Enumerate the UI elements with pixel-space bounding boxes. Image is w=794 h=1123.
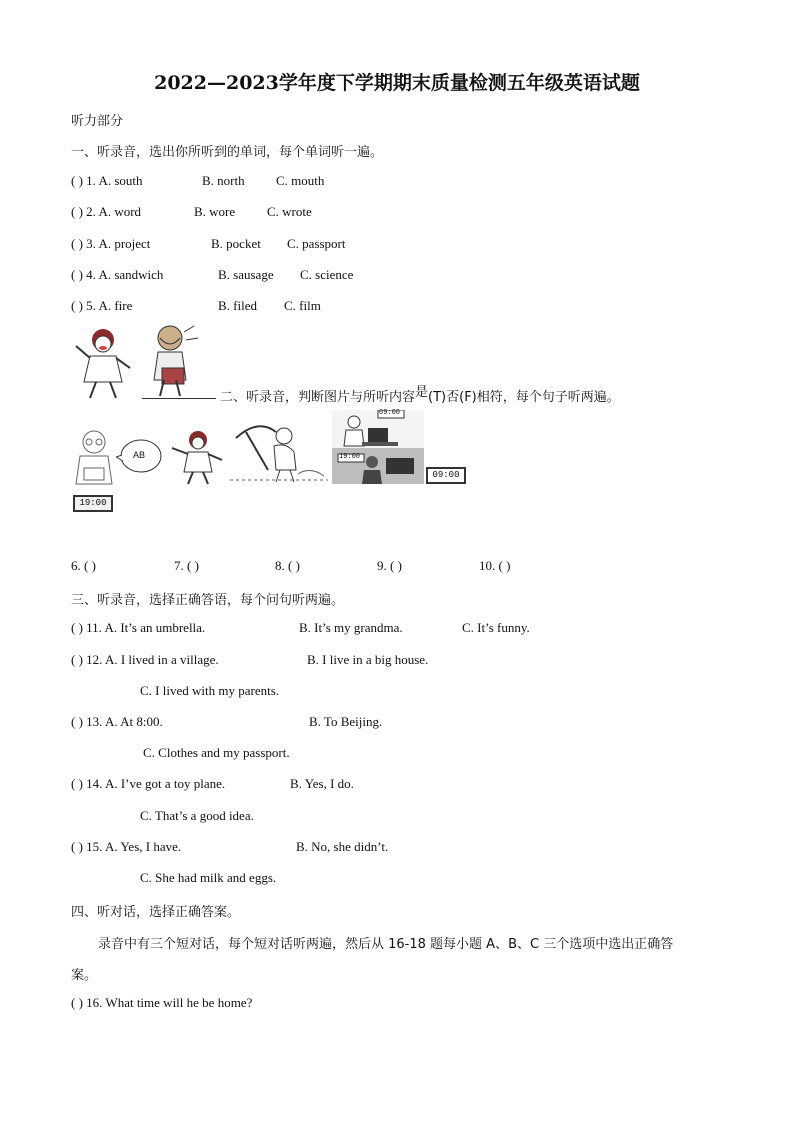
picture-divider xyxy=(142,398,216,399)
answer-slot-8: 8. ( ) xyxy=(275,558,300,573)
speech-bubble-text: AB xyxy=(133,450,146,460)
section-label: 听力部分 xyxy=(71,114,124,129)
question-12: ( ) 12. A. I lived in a village. xyxy=(71,652,219,667)
question-16: ( ) 16. What time will he be home? xyxy=(71,995,253,1010)
answer-slot-6: 6. ( ) xyxy=(71,558,96,573)
answer-slot-9: 9. ( ) xyxy=(377,558,402,573)
option-14c: C. That’s a good idea. xyxy=(140,808,254,823)
page-title: 2022—2023学年度下学期期末质量检测五年级英语试题 xyxy=(154,72,640,94)
farmer-image xyxy=(228,418,330,484)
option-11b: B. It’s my grandma. xyxy=(299,620,403,635)
part2-heading: 二、听录音，判断图片与所听内容是(T)否(F)相符，每个句子听两遍。 xyxy=(220,385,620,405)
office-scene-image xyxy=(332,410,424,484)
question-15: ( ) 15. A. Yes, I have. xyxy=(71,839,182,854)
digital-clock-1900: 19:00 xyxy=(73,495,113,512)
digital-clock-0900: 09:00 xyxy=(426,467,466,484)
girl-with-bag-image xyxy=(140,322,202,398)
part4-instructions-cont: 案。 xyxy=(71,968,98,983)
grandma-image xyxy=(72,428,116,486)
part4-instructions: 录音中有三个短对话，每个短对话听两遍，然后从 16-18 题每小题 A、B、C 三个选项中选出正确答 xyxy=(98,937,674,952)
question-13: ( ) 13. A. At 8:00. xyxy=(71,714,163,729)
girl-dancing-image-2 xyxy=(166,430,226,486)
option-15b: B. No, she didn’t. xyxy=(296,839,389,854)
part3-heading: 三、听录音，选择正确答语，每个问句听两遍。 xyxy=(71,593,345,608)
clock-label: 19:00 xyxy=(339,453,361,461)
question-14: ( ) 14. A. I’ve got a toy plane. xyxy=(71,776,226,791)
option-15c: C. She had milk and eggs. xyxy=(140,870,277,885)
question-11: ( ) 11. A. It’s an umbrella. xyxy=(71,620,206,635)
option-14b: B. Yes, I do. xyxy=(290,776,354,791)
answer-slot-7: 7. ( ) xyxy=(174,558,199,573)
option-13b: B. To Beijing. xyxy=(309,714,383,729)
option-12b: B. I live in a big house. xyxy=(307,652,429,667)
part4-heading: 四、听对话，选择正确答案。 xyxy=(71,905,241,920)
part1-heading: 一、听录音，选出你所听到的单词，每个单词听一遍。 xyxy=(71,145,384,160)
option-11c: C. It’s funny. xyxy=(462,620,530,635)
girl-dancing-image xyxy=(72,326,134,400)
clock-label: 09:00 xyxy=(379,409,401,417)
option-13c: C. Clothes and my passport. xyxy=(143,745,290,760)
answer-slot-10: 10. ( ) xyxy=(479,558,511,573)
option-12c: C. I lived with my parents. xyxy=(140,683,280,698)
